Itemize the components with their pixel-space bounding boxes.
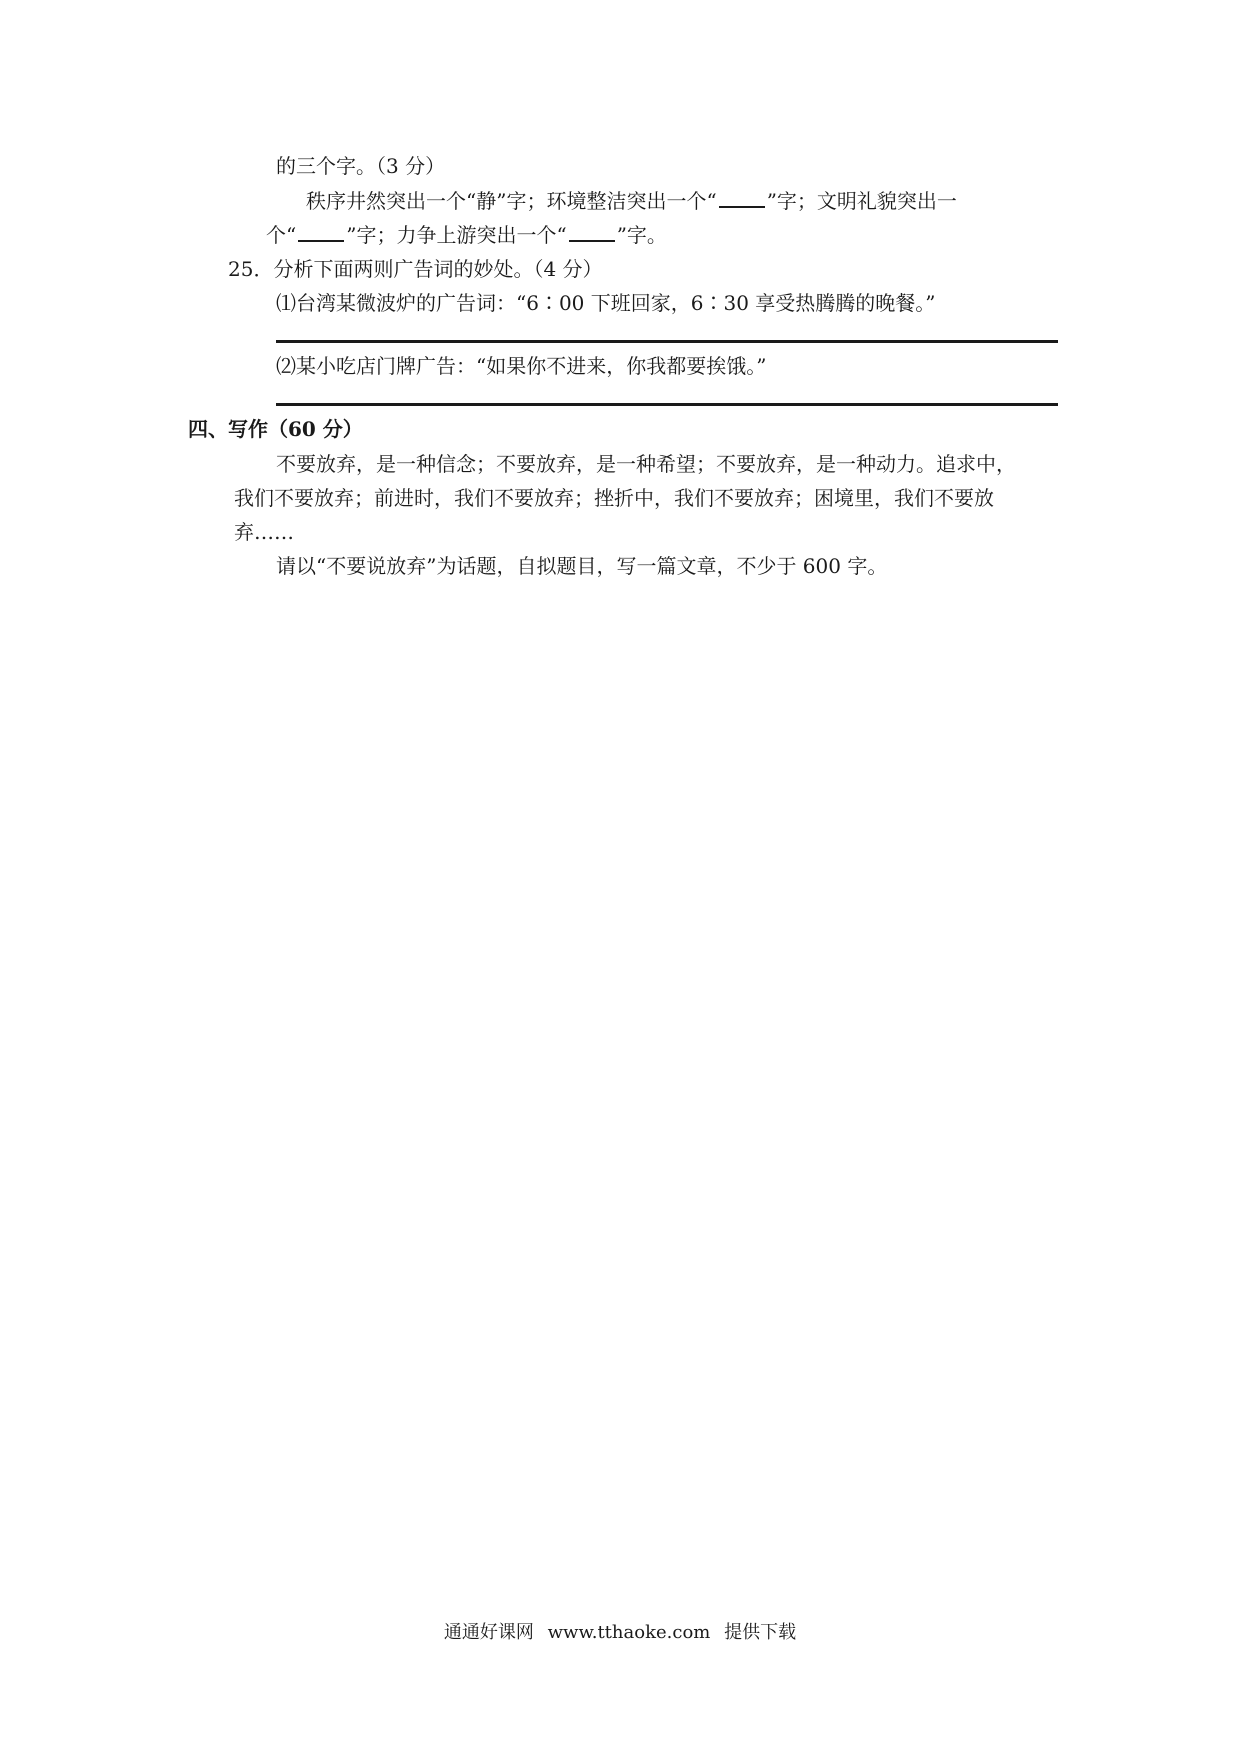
answer-blank-3[interactable] xyxy=(569,220,615,242)
q25-title: 25．分析下面两则广告词的妙处。（4 分） xyxy=(228,257,603,281)
footer-site-name: 通通好课网 xyxy=(443,1622,534,1643)
answer-blank-1[interactable] xyxy=(719,186,765,208)
writing-prompt-line-3: 弃…… xyxy=(234,520,294,544)
q24-line-3-part-a: 个“ xyxy=(266,223,297,247)
answer-line-2[interactable] xyxy=(276,403,1058,406)
page-footer xyxy=(0,1620,1240,1646)
q24-line-3-part-c: ”字。 xyxy=(616,223,667,247)
writing-instruction: 请以“不要说放弃”为话题，自拟题目，写一篇文章，不少于 600 字。 xyxy=(276,554,888,578)
q25-item-2: ⑵某小吃店门牌广告：“如果你不进来，你我都要挨饿。” xyxy=(276,354,767,378)
q25-item-1: ⑴台湾某微波炉的广告词：“6∶00 下班回家，6∶30 享受热腾腾的晚餐。” xyxy=(276,291,936,315)
writing-prompt-line-2: 我们不要放弃；前进时，我们不要放弃；挫折中，我们不要放弃；困境里，我们不要放 xyxy=(234,486,994,510)
answer-line-1[interactable] xyxy=(276,340,1058,343)
q24-line-3-part-b: ”字；力争上游突出一个“ xyxy=(346,223,567,247)
q24-line-2-part-a: 秩序井然突出一个“静”字；环境整洁突出一个“ xyxy=(306,189,717,213)
answer-blank-2[interactable] xyxy=(298,220,344,242)
footer-suffix: 提供下载 xyxy=(724,1622,797,1643)
writing-prompt-line-1: 不要放弃，是一种信念；不要放弃，是一种希望；不要放弃，是一种动力。追求中， xyxy=(276,452,1016,476)
q24-line-2-part-b: ”字；文明礼貌突出一 xyxy=(766,189,957,213)
q24-line-1: 的三个字。（3 分） xyxy=(276,154,446,178)
q24-line-3 xyxy=(266,220,667,249)
q24-line-2 xyxy=(306,186,957,215)
section-heading-writing: 四、写作（60 分） xyxy=(188,417,363,441)
footer-url[interactable]: www.tthaoke.com xyxy=(547,1622,711,1643)
